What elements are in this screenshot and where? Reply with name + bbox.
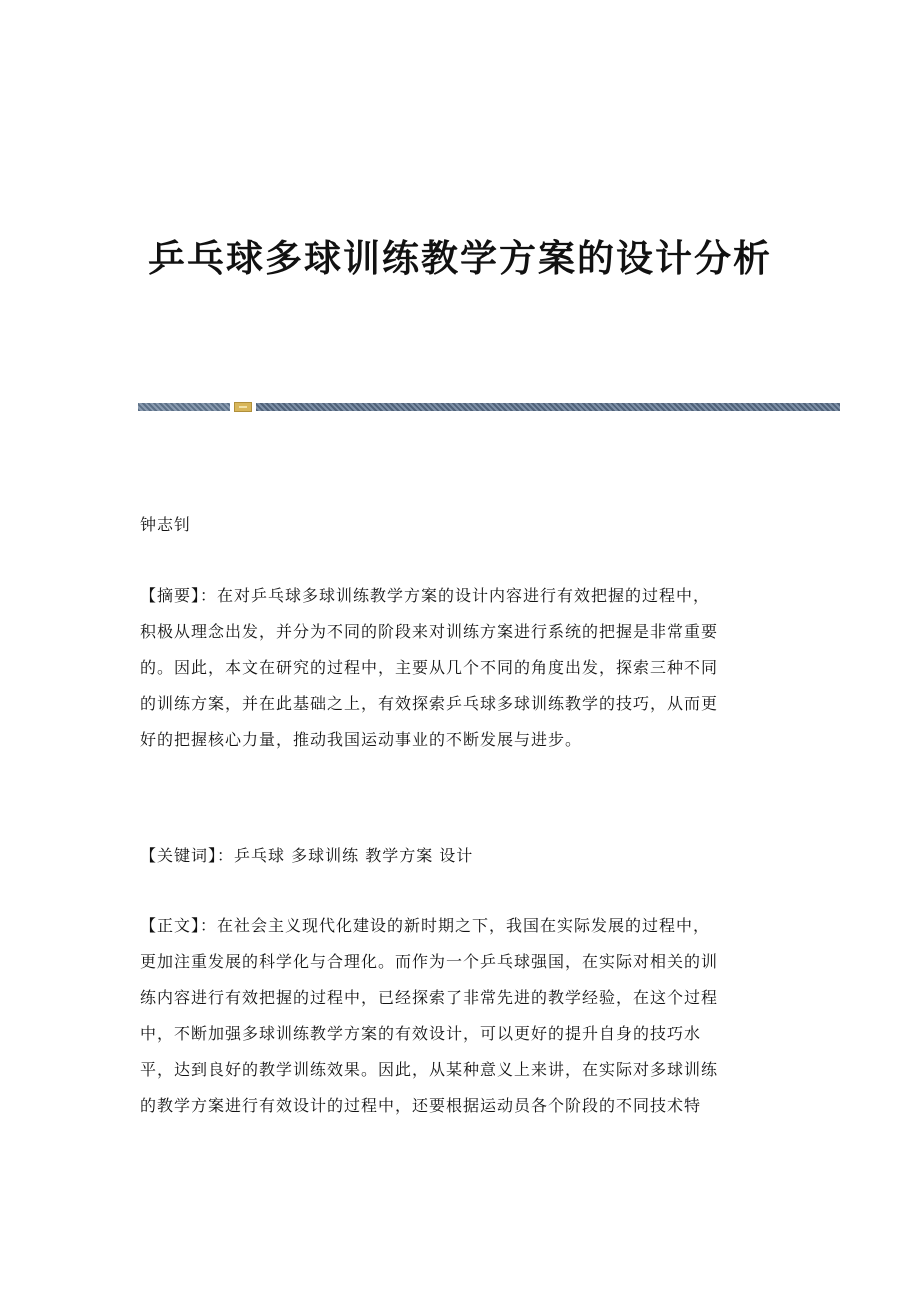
- divider-bar-left: [138, 403, 230, 411]
- author-name: 钟志钊: [140, 515, 192, 534]
- keywords-text: ：乒乓球 多球训练 教学方案 设计: [217, 846, 474, 865]
- body-label: 【正文】: [140, 916, 201, 935]
- body-text: ：在社会主义现代化建设的新时期之下，我国在实际发展的过程中，: [200, 916, 711, 935]
- abstract-text: ：在对乒乓球多球训练教学方案的设计内容进行有效把握的过程中，: [200, 586, 711, 605]
- keywords-section: [140, 838, 780, 874]
- divider-ornament-icon: [234, 402, 252, 412]
- body-line: 练内容进行有效把握的过程中，已经探索了非常先进的教学经验，在这个过程: [140, 988, 719, 1007]
- body-line: 的教学方案进行有效设计的过程中，还要根据运动员各个阶段的不同技术特: [140, 1096, 702, 1115]
- keywords-line: [140, 838, 780, 874]
- abstract-line: 好的把握核心力量，推动我国运动事业的不断发展与进步。: [140, 730, 583, 749]
- title-divider: [138, 402, 840, 412]
- document-title: 乒乓球多球训练教学方案的设计分析: [148, 236, 772, 280]
- body-line: 更加注重发展的科学化与合理化。而作为一个乒乓球强国，在实际对相关的训: [140, 952, 719, 971]
- body-line: 中，不断加强多球训练教学方案的有效设计，可以更好的提升自身的技巧水: [140, 1024, 702, 1043]
- abstract-label: 【摘要】: [140, 586, 201, 605]
- abstract-line: 积极从理念出发，并分为不同的阶段来对训练方案进行系统的把握是非常重要: [140, 622, 719, 641]
- abstract-line: [140, 578, 780, 614]
- divider-bar-right: [256, 403, 840, 411]
- body-section: [140, 908, 780, 1124]
- abstract-line: 的训练方案，并在此基础之上，有效探索乒乓球多球训练教学的技巧，从而更: [140, 694, 719, 713]
- body-line: 平，达到良好的教学训练效果。因此，从某种意义上来讲，在实际对多球训练: [140, 1060, 719, 1079]
- abstract-section: [140, 578, 780, 758]
- body-line: [140, 908, 780, 944]
- keywords-label: 【关键词】: [140, 846, 218, 865]
- abstract-line: 的。因此，本文在研究的过程中，主要从几个不同的角度出发，探索三种不同: [140, 658, 719, 677]
